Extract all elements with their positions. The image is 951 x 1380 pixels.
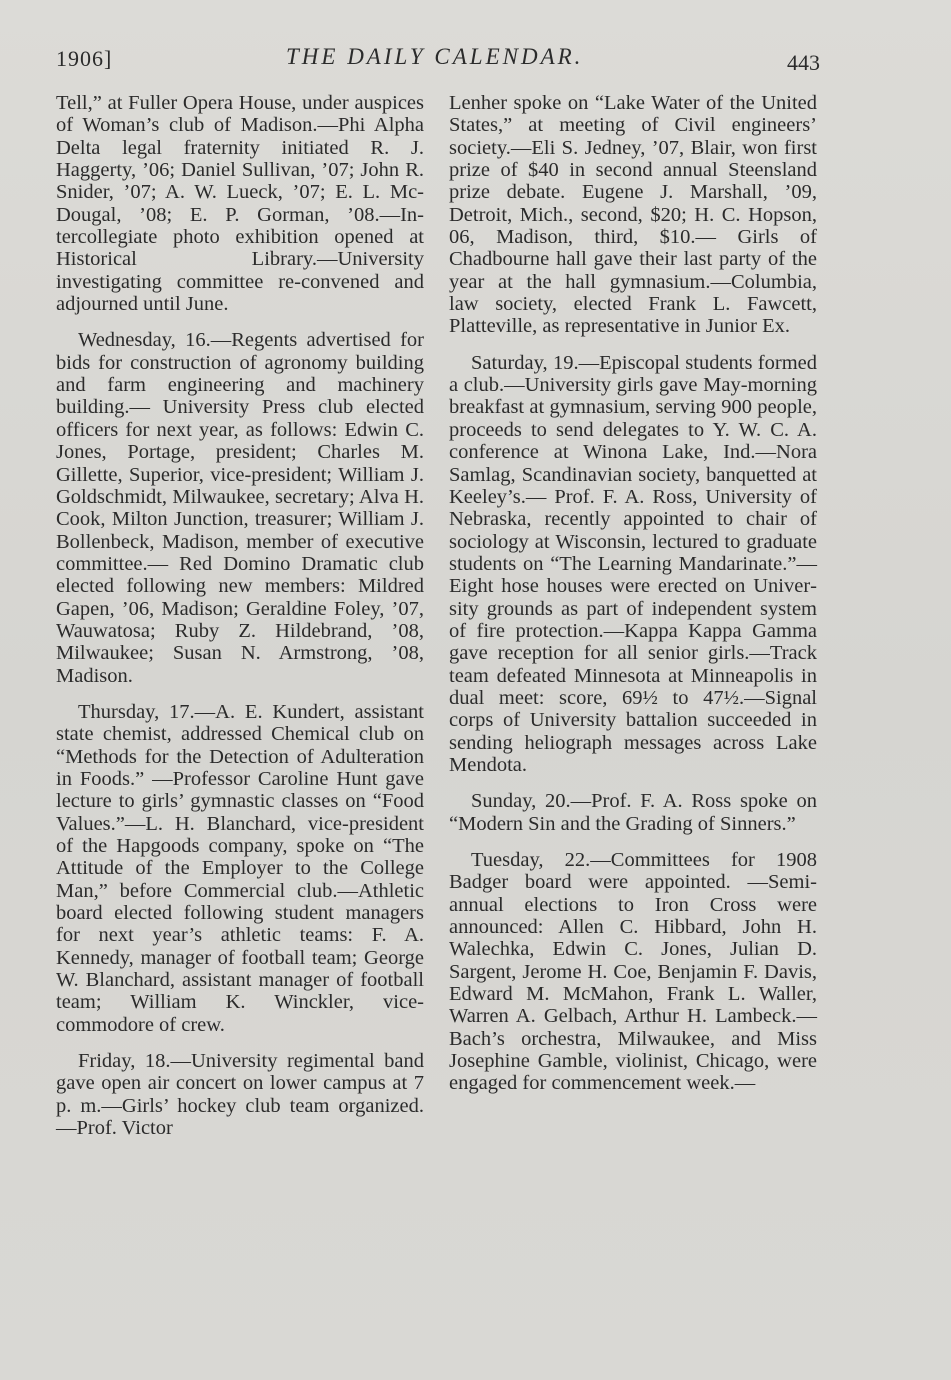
paragraph-tuesday-22: Tuesday, 22.—Committees for 1908 Badger board were appointed. —Semi-annual elections to Iron Cross were announced: Allen C. Hibbard, John H. Walechka, Edwin C. Jones, Julian D. Sargent, Jerome H. Coe, Benjamin F. Davis, Edward M. McMahon, Frank L. Waller, Warren A. Gelbach, Arthur H. Lambeck.—Bach’s orchestra, Milwaukee, and Miss Josephine Gamble, violinist, Chicago, were engaged for commencement week.— [449,849,817,1095]
paragraph-friday-18: Friday, 18.—University regimental band gave open air concert on lower campus at 7 p. m.—Girls’ hockey club team organized.—Prof. Victor [56,1050,424,1140]
right-column [449,92,817,1109]
paragraph-saturday-19: Saturday, 19.—Episcopal students formed a club.—University girls gave May-morning breakfast at gymnasium, serving 900 people, proceeds to send delegates to Y. W. C. A. conference at Winona Lake, Ind.—Nora Samlag, Scandinavian society, banquetted at Keeley’s.— Prof. F. A. Ross, University of Nebraska, recently appointed to chair of sociology at Wisconsin, lectured to graduate students on “The Learning Mandarinate.”—Eight hose houses were erected on University grounds as part of independent system of fire protection.—Kappa Kappa Gamma gave reception for all senior girls.—Track team defeated Minnesota at Minneapolis in dual meet: score, 69½ to 47½.—Signal corps of University battalion succeeded in sending heliograph messages across Lake Mendota. [449,351,817,776]
page-number: 443 [787,50,820,75]
paragraph-wednesday-16: Wednesday, 16.—Regents advertised for bids for construction of agronomy building and farm engineering and machinery building.— University Press club elected officers for next year, as follows: Edwin C. Jones, Portage, president; Charles M. Gillette, Superior, vice-president; William J. Goldschmidt, Milwaukee, secretary; Alva H. Cook, Milton Junction, treasurer; William J. Bollenbeck, Madison, member of executive committee.— Red Domino Dramatic club elected following new members: Mildred Gapen, ’06, Madison; Geraldine Foley, ’07, Wauwatosa; Ruby Z. Hildebrand, ’08, Milwaukee; Susan N. Armstrong, ’08, Madison. [56,329,424,687]
paragraph-sunday-20: Sunday, 20.—Prof. F. A. Ross spoke on “Modern Sin and the Grading of Sinners.” [449,790,817,835]
page-header [56,40,820,80]
running-title: THE DAILY CALENDAR. [286,44,584,69]
left-column [56,92,424,1153]
header-year: 1906] [56,46,113,71]
paragraph-friday-continued: Lenher spoke on “Lake Water of the United States,” at meeting of Civil engineers’ society.—Eli S. Jedney, ’07, Blair, won first prize of $40 in second annual Steensland prize debate. Eugene J. Marshall, ’09, Detroit, Mich., second, $20; H. C. Hopson, 06, Madison, third, $10.— Girls of Chadbourne hall gave their last party of the year at the hall gymnasium.—Columbia, law society, elected Frank L. Fawcett, Platteville, as representative in Junior Ex. [449,92,817,338]
paragraph-continued: Tell,” at Fuller Opera House, under auspices of Woman’s club of Madison.—Phi Alpha Delta legal fraternity initiated R. J. Haggerty, ’06; Daniel Sullivan, ’07; John R. Snider, ’07; A. W. Lueck, ’07; E. L. McDougal, ’08; E. P. Gorman, ’08.—Intercollegiate photo exhibition opened at Historical Library.—University investigating committee re-convened and adjourned until June. [56,92,424,316]
paragraph-thursday-17: Thursday, 17.—A. E. Kundert, assistant state chemist, addressed Chemical club on “Methods for the Detection of Adulteration in Foods.” —Professor Caroline Hunt gave lecture to girls’ gymnastic classes on “Food Values.”—L. H. Blanchard, vice-president of the Hapgoods company, spoke on “The Attitude of the Employer to the College Man,” before Commercial club.—Athletic board elected following student managers for next year’s athletic teams: F. A. Kennedy, manager of football team; George W. Blanchard, assistant manager of football team; William K. Winckler, vice-commodore of crew. [56,700,424,1036]
